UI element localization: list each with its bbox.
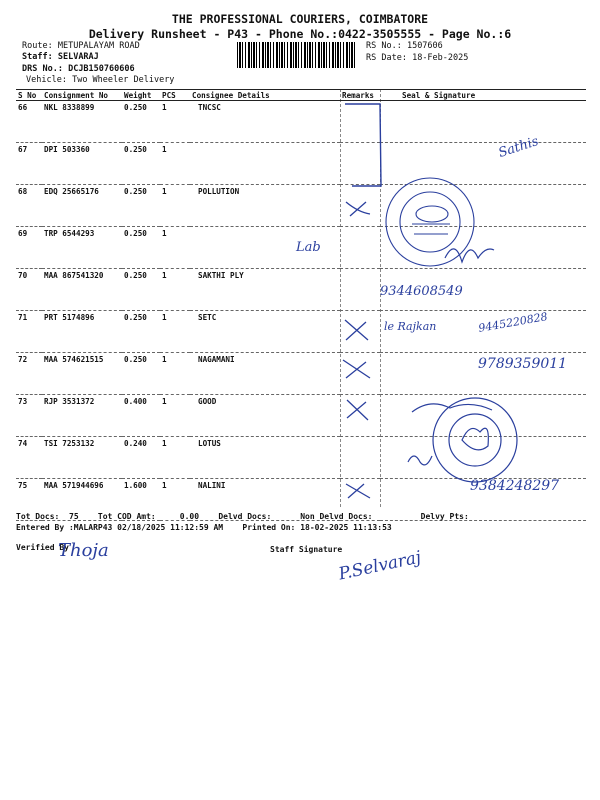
table-row: 71 PRT 5174896 0.250 1 SETC [16, 311, 586, 353]
col-remarks: Remarks [340, 90, 380, 101]
runsheet-barcode [237, 42, 357, 68]
rs-no: RS No.: 1507606 [366, 41, 443, 51]
col-consignee: Consignee Details [190, 90, 340, 101]
staff-signature: P.Selvaraj [336, 547, 423, 585]
row67-signature: Sathis [496, 134, 541, 161]
col-pcs: PCS [160, 90, 190, 101]
table-row: 70 MAA 867541320 0.250 1 SAKTHI PLY [16, 269, 586, 311]
row69-remark: Lab [296, 240, 321, 255]
table-row: 72 MAA 574621515 0.250 1 NAGAMANI [16, 353, 586, 395]
col-weight: Weight [122, 90, 160, 101]
table-row: 75 MAA 571944696 1.600 1 NALINI [16, 479, 586, 521]
runsheet-subtitle: Delivery Runsheet - P43 - Phone No.:0422-3505555 - Page No.:6 [88, 27, 512, 41]
col-sno: S No [16, 90, 42, 101]
company-title: THE PROFESSIONAL COURIERS, COIMBATORE [171, 12, 429, 26]
table-row: 67 DPI 503360 0.250 1 [16, 143, 586, 185]
staff-signature-label: Staff Signature [270, 545, 343, 554]
table-row: 73 RJP 3531372 0.400 1 GOOD [16, 395, 586, 437]
verified-label: Verified By [16, 543, 69, 552]
runsheet-table [16, 89, 586, 521]
row75-phone: 9384248297 [470, 478, 560, 494]
staff-line: Staff: SELVARAJ [22, 52, 99, 62]
table-row: 68 EDQ 25665176 0.250 1 POLLUTION [16, 185, 586, 227]
vehicle-line: Vehicle: Two Wheeler Delivery [26, 75, 175, 85]
table-row: 74 TSI 7253132 0.240 1 LOTUS [16, 437, 586, 479]
verified-signature: Thoja [58, 540, 109, 561]
col-consignment: Consignment No [42, 90, 122, 101]
totals-line: Tot Docs: 75 Tot COD Amt: 0.00 Delvd Docs: Non Delvd Docs: Delvy Pts: [16, 512, 469, 521]
table-header-row [16, 90, 586, 101]
table-row: 66 NKL 8338899 0.250 1 TNCSC [16, 101, 586, 143]
table-row: 69 TRP 6544293 0.250 1 [16, 227, 586, 269]
entered-line: Entered By :MALARP43 02/18/2025 11:12:59 AM Printed On: 18-02-2025 11:13:53 [16, 523, 392, 532]
route-line: Route: METUPALAYAM ROAD [22, 41, 140, 51]
col-seal: Seal & Signature [380, 90, 586, 101]
rs-date: RS Date: 18-Feb-2025 [366, 53, 469, 63]
row70-phone: 9344608549 [380, 284, 463, 299]
drs-line: DRS No.: DCJB150760606 [22, 64, 135, 74]
row71-phone: 9445220828 [477, 310, 549, 335]
row71-name: le Rajkan [384, 320, 437, 333]
row72-phone: 9789359011 [478, 356, 568, 372]
